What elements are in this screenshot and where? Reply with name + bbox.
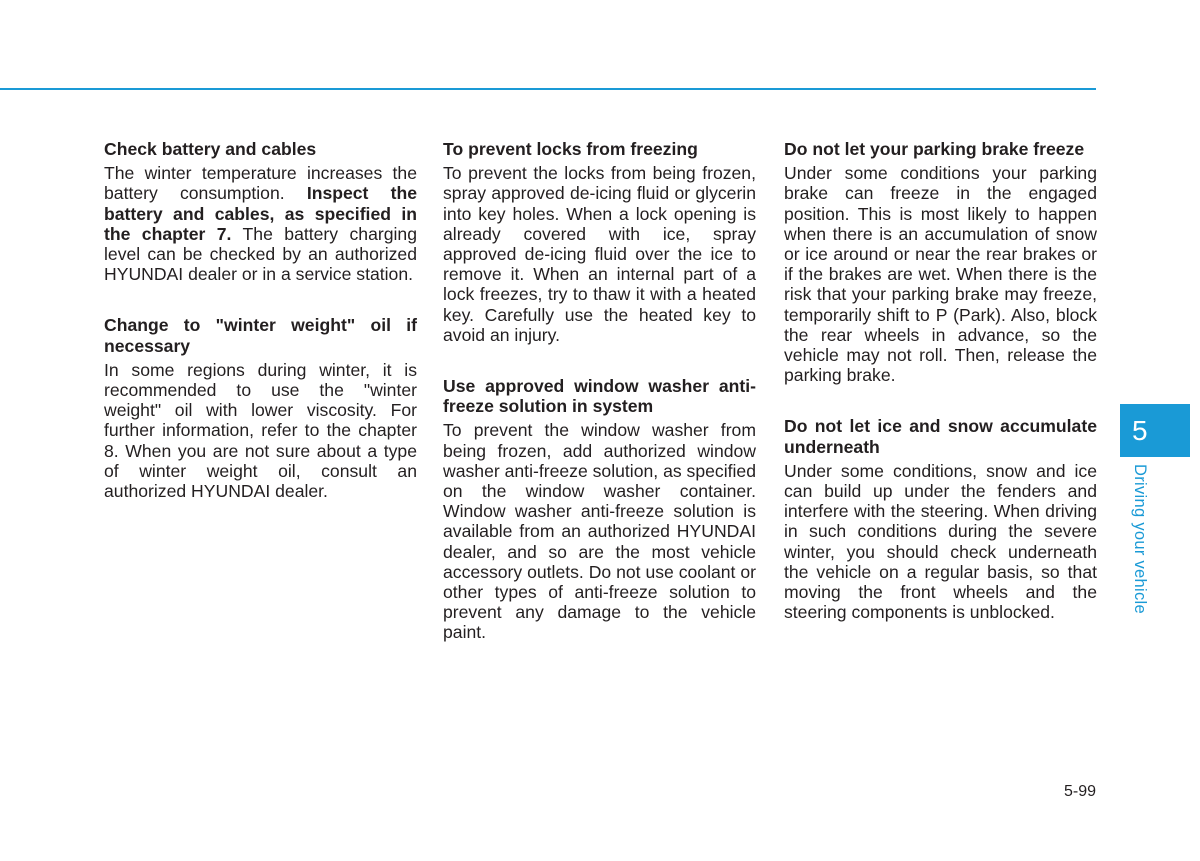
chapter-title: Driving your vehicle: [1131, 464, 1149, 614]
column-1: [104, 139, 417, 532]
section-heading: To prevent locks from freezing: [443, 139, 698, 159]
section-body: Under some conditions your parking brake can freeze in the engaged position. This is most likely to happen when there is an accumulation of snow or ice around or near the rear brakes or if the brakes are wet. When there is the risk that your parking brake may freeze, temporarily shift to P (Park). Also, block the rear wheels in advance, so the vehicle may not roll. Then, release the parking brake.: [784, 163, 1097, 386]
header-rule: [0, 88, 1096, 90]
body-text: The battery charging level can be checked by an authorized HYUNDAI dealer or in a service station.: [104, 223, 417, 285]
section-body: To prevent the locks from being frozen, spray approved de-icing fluid or glycerin into key holes. When a lock opening is already covered with ice, spray approved de-icing fluid over the ice to remove it. When an internal part of a lock freezes, try to thaw it with a heated key. Carefully use the heated key to avoid an injury.: [443, 163, 756, 345]
chapter-tab: 5: [1120, 404, 1190, 457]
section-battery: [104, 139, 417, 284]
section-body: To prevent the window washer from being frozen, add authorized window washer anti-freeze solution, as specified on the window washer container. Window washer anti-freeze solution is available from an authorized HYUNDAI dealer, and so are the most vehicle accessory outlets. Do not use coolant or other types of anti-freeze solution to prevent any damage to the vehicle paint.: [443, 420, 756, 643]
section-winter-oil: [104, 315, 417, 501]
page-number: 5-99: [1063, 783, 1096, 800]
section-heading: Change to "winter weight" oil if necessary: [104, 315, 417, 356]
section-heading: Do not let ice and snow accumulate underneath: [784, 416, 1097, 457]
section-body: [104, 163, 417, 284]
body-emphasis: Inspect the battery and cables, as specified in the chapter 7.: [104, 183, 417, 244]
column-2: [443, 139, 756, 674]
section-body: Under some conditions, snow and ice can build up under the fenders and interfere with the steering. When driving in such conditions during the severe winter, you should check underneath the vehicle on a regular basis, so that moving the front wheels and the steering components is unblocked.: [784, 460, 1097, 623]
section-body: In some regions during winter, it is recommended to use the "winter weight" oil with lower viscosity. For further information, refer to the chapter 8. When you are not sure about a type of winter weight oil, consult an authorized HYUNDAI dealer.: [104, 359, 417, 502]
body-text: The winter temperature increases the battery consumption.: [104, 163, 417, 204]
section-heading: Check battery and cables: [104, 139, 317, 159]
column-3: [784, 139, 1097, 653]
section-parking-brake: [784, 139, 1097, 385]
section-locks: [443, 139, 756, 345]
section-heading: Use approved window washer anti-freeze solution in system: [443, 376, 756, 417]
section-heading: Do not let your parking brake freeze: [784, 139, 1085, 159]
section-washer: [443, 376, 756, 643]
section-ice-snow: [784, 416, 1097, 622]
